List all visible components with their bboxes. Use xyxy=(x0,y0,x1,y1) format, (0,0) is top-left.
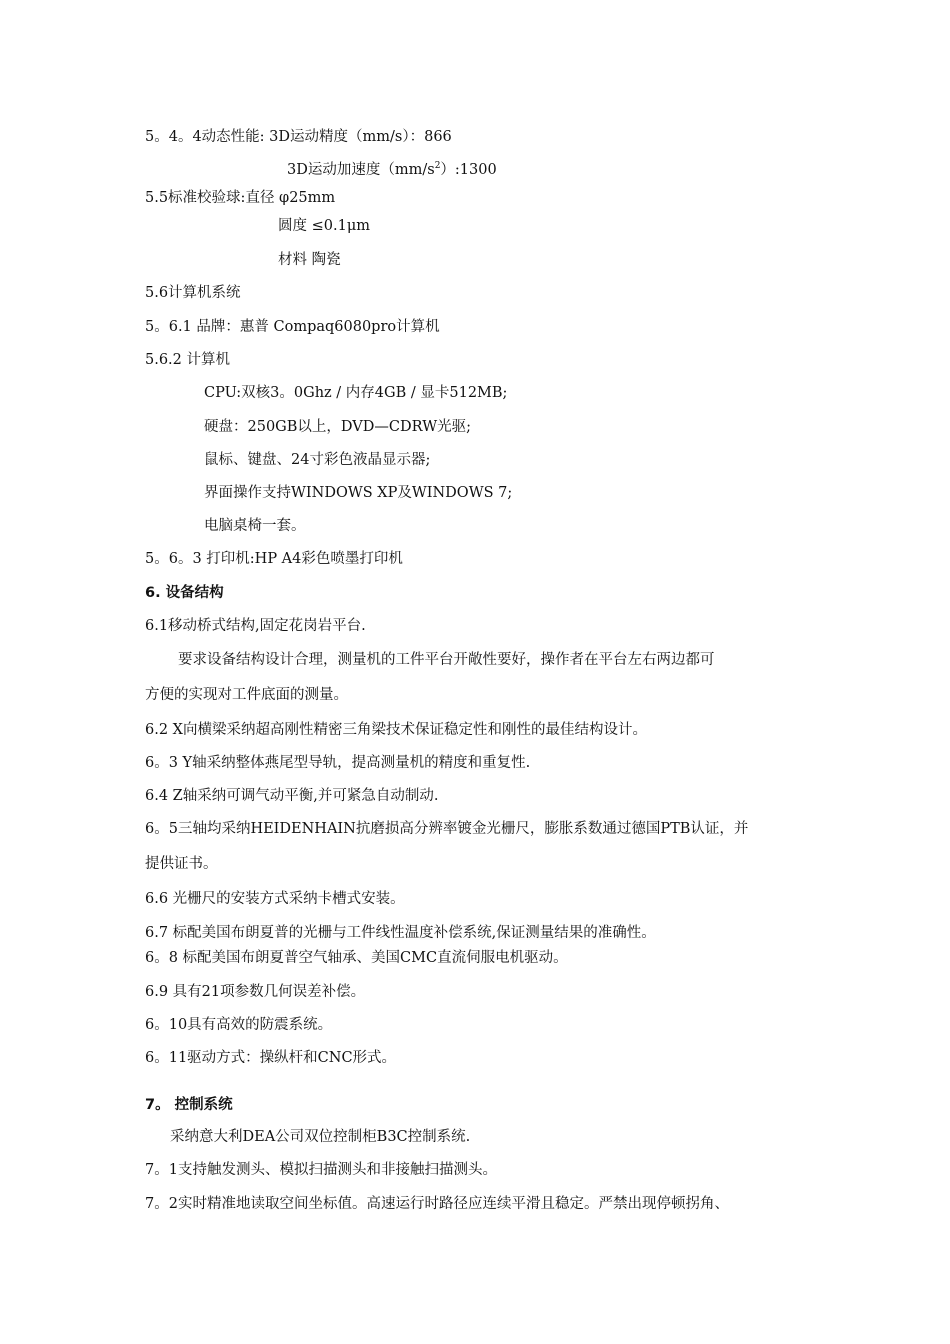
text-line: 6.9 具有21项参数几何误差补偿。 xyxy=(145,984,366,1000)
text-line: 要求设备结构设计合理，测量机的工件平台开敞性要好，操作者在平台左右两边都可 xyxy=(178,652,715,668)
text-line: 硬盘：250GB以上，DVD—CDRW光驱; xyxy=(204,419,471,435)
text-line: 5。6.1 品牌：惠普 Compaq6080pro计算机 xyxy=(145,319,440,335)
text-line: 6.2 X向横梁采纳超高刚性精密三角梁技术保证稳定性和刚性的最佳结构设计。 xyxy=(145,722,647,738)
text-segment: 3D运动加速度（mm/s xyxy=(287,162,435,178)
superscript: 2 xyxy=(434,161,441,172)
text-segment: ）:1300 xyxy=(440,162,497,178)
text-line: 7。1支持触发测头、模拟扫描测头和非接触扫描测头。 xyxy=(145,1162,497,1178)
text-line: 6。3 Y轴采纳整体燕尾型导轨，提高测量机的精度和重复性. xyxy=(145,755,531,771)
section-heading: 7。 控制系统 xyxy=(145,1097,233,1113)
text-line: 6.4 Z轴采纳可调气动平衡,并可紧急自动制动. xyxy=(145,788,439,804)
text-line: 界面操作支持WINDOWS XP及WINDOWS 7; xyxy=(204,485,513,501)
text-line: 材料 陶瓷 xyxy=(278,252,341,268)
text-line: 6.7 标配美国布朗夏普的光栅与工件线性温度补偿系统,保证测量结果的准确性。 xyxy=(145,925,656,941)
text-line: 6。11驱动方式：操纵杆和CNC形式。 xyxy=(145,1050,397,1066)
text-line: 6.6 光栅尺的安装方式采纳卡槽式安装。 xyxy=(145,891,405,907)
text-line: 6。10具有高效的防震系统。 xyxy=(145,1017,333,1033)
text-line: 采纳意大利DEA公司双位控制柜B3C控制系统. xyxy=(170,1129,471,1145)
text-line: 5.6计算机系统 xyxy=(145,285,241,301)
text-line: 7。2实时精准地读取空间坐标值。高速运行时路径应连续平滑且稳定。严禁出现停顿拐角、 xyxy=(145,1196,729,1212)
text-line: CPU:双核3。0Ghz / 内存4GB / 显卡512MB; xyxy=(204,385,508,401)
text-line: 6.1移动桥式结构,固定花岗岩平台. xyxy=(145,618,366,634)
text-line: 鼠标、键盘、24寸彩色液晶显示器; xyxy=(204,452,431,468)
text-line: 方便的实现对工件底面的测量。 xyxy=(145,687,348,703)
text-line: 6。8 标配美国布朗夏普空气轴承、美国CMC直流伺服电机驱动。 xyxy=(145,950,568,966)
text-line: 6。5三轴均采纳HEIDENHAIN抗磨损高分辨率镀金光栅尺，膨胀系数通过德国PTB认证，并 xyxy=(145,821,749,837)
text-line: 提供证书。 xyxy=(145,856,218,872)
text-line xyxy=(287,160,497,180)
text-line: 5。4。4动态性能: 3D运动精度（mm/s）：866 xyxy=(145,129,452,145)
text-line: 5。6。3 打印机:HP A4彩色喷墨打印机 xyxy=(145,551,403,567)
text-line: 电脑桌椅一套。 xyxy=(204,518,306,534)
text-line: 5.6.2 计算机 xyxy=(145,352,231,368)
section-heading: 6. 设备结构 xyxy=(145,585,224,601)
text-line: 圆度 ≤0.1μm xyxy=(278,218,370,234)
text-line: 5.5标准校验球:直径 φ25mm xyxy=(145,190,336,206)
